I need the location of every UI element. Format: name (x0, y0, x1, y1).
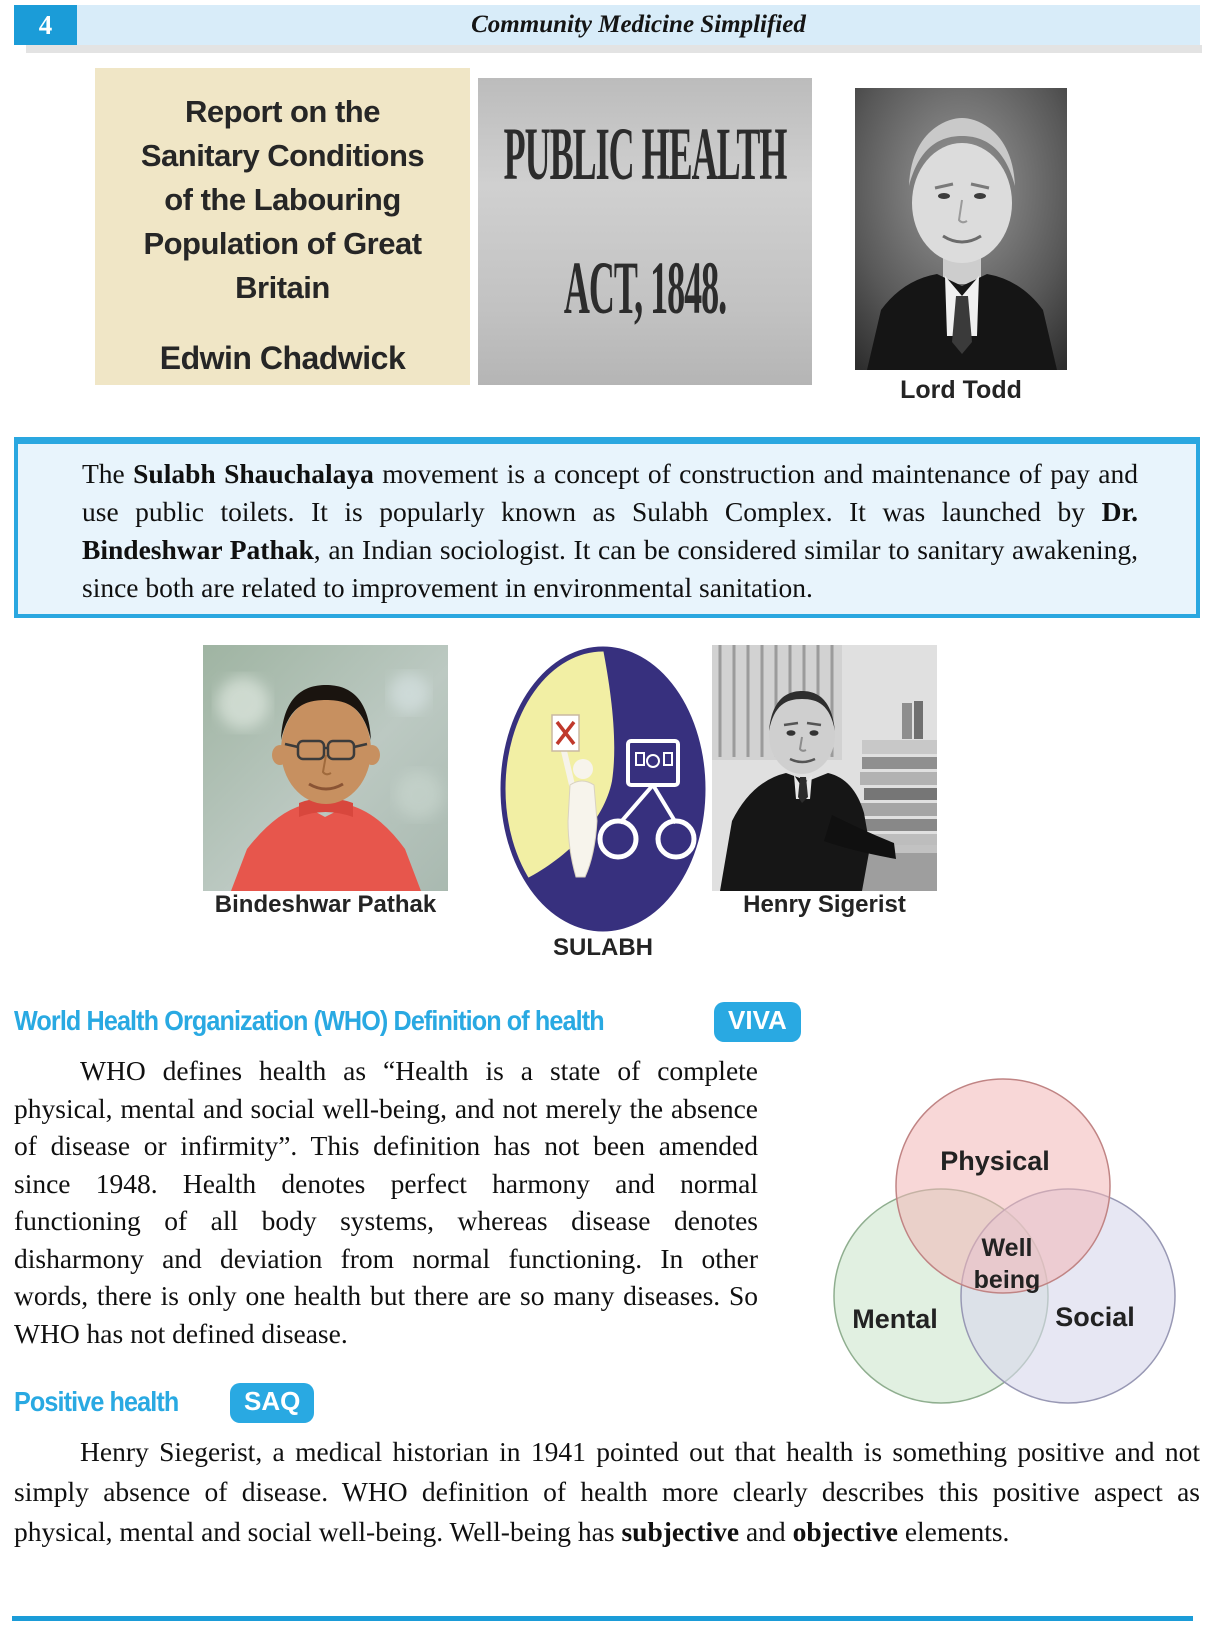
sulabh-info-box (14, 437, 1200, 618)
info-text: The (82, 458, 134, 489)
cover-line: Report on the (185, 94, 380, 129)
henry-sigerist-photo (712, 645, 937, 891)
positive-health-paragraph (14, 1432, 1200, 1552)
sulabh-caption: SULABH (553, 934, 653, 961)
positive-health-heading: Positive health (14, 1386, 179, 1417)
page-title: Community Medicine Simplified (77, 5, 1200, 45)
page-number: 4 (14, 5, 77, 45)
bindeshwar-pathak-photo (203, 645, 448, 891)
cover-line: Sanitary Conditions (140, 138, 425, 173)
paragraph-text: Henry Siegerist, a medical historian in 1941 pointed out that health is something positive and not simply absence of disease. WHO definition of health more clearly describes this positive aspect as physical, mental and social well-being. Well-being has (14, 1436, 1200, 1547)
venn-label-wellbeing-line1: Well (981, 1234, 1033, 1262)
venn-label-social: Social (1055, 1302, 1135, 1332)
well-being-venn-diagram (795, 1038, 1195, 1406)
figure-public-health-act-clipping (478, 78, 812, 385)
info-text-bold: Dr. Bindeshwar Pathak (82, 496, 1138, 565)
paragraph-text: elements. (897, 1516, 1010, 1547)
paragraph-text-bold: objective (792, 1516, 898, 1547)
info-text: movement is a concept of construction and maintenance of pay and use public toilets. It is popularly known as Sulabh Complex. It was launched by (82, 458, 1138, 527)
lord-todd-caption: Lord Todd (900, 376, 1022, 404)
clipping-line: ACT, 1848. (563, 246, 727, 330)
paragraph-text: and (739, 1516, 793, 1547)
clipping-line: PUBLIC HEALTH (503, 112, 787, 196)
paragraph-text-bold: subjective (621, 1516, 740, 1547)
bottom-rule (12, 1616, 1193, 1621)
saq-badge: SAQ (230, 1383, 314, 1423)
venn-label-mental: Mental (852, 1304, 938, 1334)
cover-line: Britain (235, 270, 330, 305)
who-section-heading: World Health Organization (WHO) Definition of health (14, 1005, 604, 1036)
venn-label-wellbeing-line2: being (973, 1266, 1041, 1294)
sulabh-logo (498, 643, 708, 935)
cover-line: Population of Great (143, 226, 422, 261)
venn-label-physical: Physical (940, 1146, 1050, 1176)
viva-badge: VIVA (714, 1002, 801, 1042)
cover-author: Edwin Chadwick (159, 340, 406, 376)
henry-sigerist-caption: Henry Sigerist (743, 891, 906, 918)
who-definition-paragraph: WHO defines health as “Health is a state of complete physical, mental and social well-being, and not merely the absence of disease or infirmity”. This definition has not been amended since 1948. Health denotes perfect harmony and normal functioning of all body systems, whereas disease denotes disharmony and deviation from normal functioning. In other words, there is only one health but there are so many diseases. So WHO has not defined disease. (14, 1055, 758, 1349)
cover-line: of the Labouring (164, 182, 401, 217)
figure-chadwick-report-cover (95, 68, 470, 385)
header-shadow-strip (26, 45, 1202, 53)
info-text: , an Indian sociologist. It can be considered similar to sanitary awakening, since both are related to improvement in environmental sanitation. (82, 534, 1138, 603)
bindeshwar-pathak-caption: Bindeshwar Pathak (214, 891, 437, 918)
lord-todd-photo (855, 88, 1067, 370)
info-text-bold: Sulabh Shauchalaya (133, 458, 374, 489)
